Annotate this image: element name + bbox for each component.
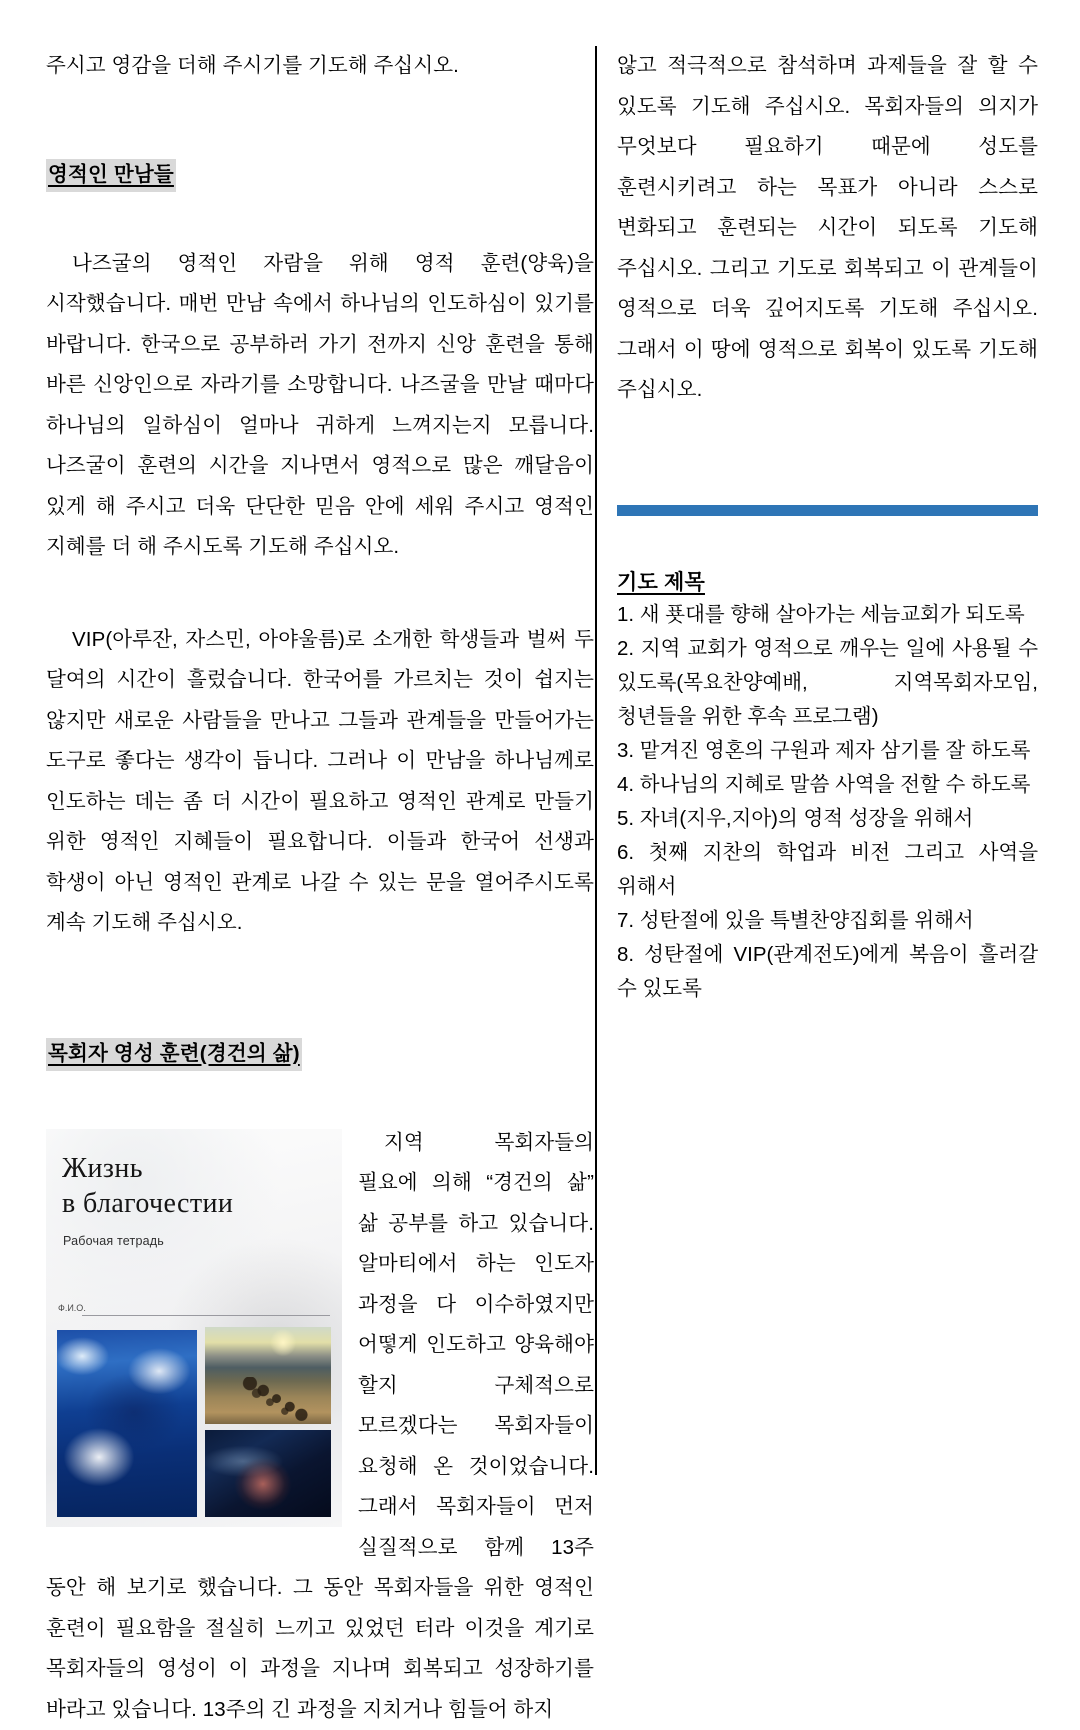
paragraph-gap: [46, 103, 594, 143]
prayer-section-heading: 기도 제목: [617, 568, 705, 598]
book-cover-figure: [46, 1129, 342, 1527]
prayer-item: 1. 새 푯대를 향해 살아가는 세늠교회가 되도록: [617, 598, 1038, 632]
heading-gap: [46, 208, 594, 228]
right-continued-paragraph: 않고 적극적으로 참석하며 과제들을 잘 할 수 있도록 기도해 주십시오. 목회자들의 의지가 무엇보다 필요하기 때문에 성도를 훈련시키려고 하는 목표가 아니라 스스로 변화되고 훈련되는 시간이 되도록 기도해 주십시오. 그리고 기도로 회복되고 이 관계들이 영적으로 더욱 깊어지도록 기도해 주십시오. 그래서 이 땅에 영적으로 회복이 있도록 기도해 주십시오.: [617, 46, 1038, 411]
section2-paragraph-1: 지역 목회자들의 필요에 의해 “경건의 삶” 삶 공부를 하고 있습니다. 알마티에서 하는 인도자 과정을 다 이수하였지만 어떻게 인도하고 양육해야 할지 구체적으로 모르겠다는 목회자들이 요청해 온 것이었습니다. 그래서 목회자들이 먼저 실질적으로 함께 13주 동안 해 보기로 했습니다. 그 동안 목회자들을 위한 영적인 훈련이 필요함을 절실히 느끼고 있었던 터라 이것을 계기로 목회자들의 영성이 이 과정을 지나며 회복되고 성장하기를 바라고 있습니다. 13주의 긴 과정을 지치거나 힘들어 하지: [46, 1123, 594, 1730]
left-column: [46, 46, 594, 1730]
beach-footprints-photo: [205, 1327, 331, 1424]
bar-gap: [617, 532, 1038, 552]
prayer-heading-wrap: [617, 568, 1038, 598]
book-title-line-1: Жизнь: [62, 1151, 233, 1186]
prayer-request-list: [617, 598, 1038, 1006]
section-heading-pastor-training: 목회자 영성 훈련(경건의 삶): [46, 1038, 302, 1071]
book-title: [62, 1151, 233, 1221]
column-divider-rule: [595, 46, 597, 1475]
book-name-field-rule: [82, 1315, 330, 1316]
book-cover-image: [46, 1129, 342, 1527]
prayer-item: 6. 첫째 지찬의 학업과 비전 그리고 사역을 위해서: [617, 836, 1038, 904]
prayer-item: 4. 하나님의 지혜로 말씀 사역을 전할 수 하도록: [617, 768, 1038, 802]
continued-paragraph: 주시고 영감을 더해 주시기를 기도해 주십시오.: [46, 46, 594, 87]
section-heading-spiritual-meetings-wrap: [46, 159, 594, 192]
accent-divider-bar: [617, 505, 1038, 516]
book-title-line-2: в благочестии: [62, 1186, 233, 1221]
section-gap: [46, 960, 594, 1022]
paragraph-gap: [46, 584, 594, 604]
section-gap: [617, 427, 1038, 489]
prayer-item: 5. 자녀(지우,지아)의 영적 성장을 위해서: [617, 802, 1038, 836]
heading-gap: [46, 1087, 594, 1107]
photo-collage: [57, 1327, 331, 1517]
prayer-item: 7. 성탄절에 있을 특별찬양집회를 위해서: [617, 904, 1038, 938]
two-column-body: [46, 46, 1036, 1481]
section1-paragraph-2: VIP(아루잔, 자스민, 아야울름)로 소개한 학생들과 벌써 두 달여의 시간이 흘렀습니다. 한국어를 가르치는 것이 쉽지는 않지만 새로운 사람들을 만나고 그들과 관계들을 만들어가는 도구로 좋다는 생각이 듭니다. 그러나 이 만남을 하나님께로 인도하는 데는 좀 더 시간이 필요하고 영적인 관계로 만들기 위한 영적인 지혜들이 필요합니다. 이들과 한국어 선생과 학생이 아닌 영적인 관계로 나갈 수 있는 문을 열어주시도록 계속 기도해 주십시오.: [46, 620, 594, 944]
right-column: [617, 46, 1038, 1006]
book-subtitle: Рабочая тетрадь: [63, 1234, 164, 1248]
clouds-photo: [57, 1330, 197, 1517]
section-heading-spiritual-meetings: 영적인 만남들: [46, 159, 176, 192]
prayer-item: 3. 맡겨진 영혼의 구원과 제자 삼기를 잘 하도록: [617, 734, 1038, 768]
praying-hands-photo: [205, 1430, 331, 1517]
book-name-field-label: Ф.И.О.: [58, 1303, 330, 1313]
prayer-item: 2. 지역 교회가 영적으로 깨우는 일에 사용될 수 있도록(목요찬양예배, 지역목회자모임, 청년들을 위한 후속 프로그램): [617, 632, 1038, 734]
section1-paragraph-1: 나즈굴의 영적인 자람을 위해 영적 훈련(양육)을 시작했습니다. 매번 만남 속에서 하나님의 인도하심이 있기를 바랍니다. 한국으로 공부하러 가기 전까지 신앙 훈련을 통해 바른 신앙인으로 자라기를 소망합니다. 나즈굴을 만날 때마다 하나님의 일하심이 얼마나 귀하게 느껴지는지 모릅니다. 나즈굴이 훈련의 시간을 지나면서 영적으로 많은 깨달음이 있게 해 주시고 더욱 단단한 믿음 안에 세워 주시고 영적인 지혜를 더 해 주시도록 기도해 주십시오.: [46, 244, 594, 568]
prayer-item: 8. 성탄절에 VIP(관계전도)에게 복음이 흘러갈 수 있도록: [617, 938, 1038, 1006]
section-heading-pastor-training-wrap: [46, 1038, 594, 1071]
